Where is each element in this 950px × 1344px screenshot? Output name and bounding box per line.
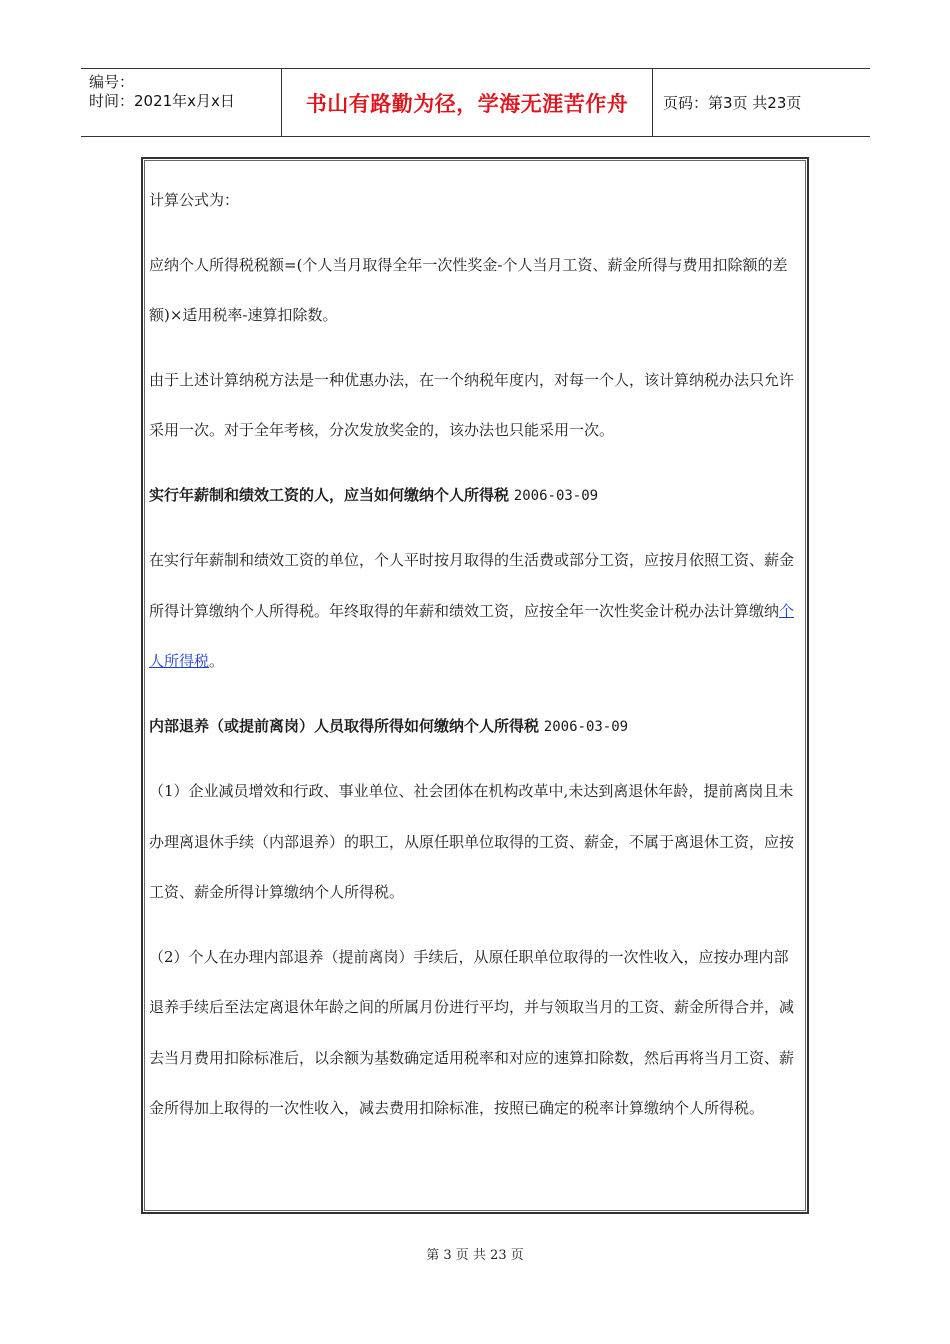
heading-title: 实行年薪制和绩效工资的人，应当如何缴纳个人所得税 bbox=[149, 485, 510, 504]
paragraph-end: 。 bbox=[209, 652, 225, 670]
paragraph-formula-intro: 计算公式为： bbox=[149, 191, 240, 209]
document-body bbox=[149, 175, 799, 1148]
paragraph-annual-salary bbox=[149, 535, 799, 687]
section-heading-annual-salary bbox=[149, 470, 799, 522]
heading-date: 2006-03-09 bbox=[543, 718, 629, 735]
header-motto: 书山有路勤为径，学海无涯苦作舟 bbox=[282, 69, 653, 136]
page-header bbox=[81, 68, 870, 137]
page-footer: 第 3 页 共 23 页 bbox=[426, 1248, 524, 1263]
content-box bbox=[141, 157, 809, 1214]
heading-title: 内部退养（或提前离岗）人员取得所得如何缴纳个人所得税 bbox=[149, 716, 540, 735]
paragraph-item-2: （2）个人在办理内部退养（提前离岗）手续后，从原任职单位取得的一次性收入，应按办理内部退养手续后至法定离退休年龄之间的所属月份进行平均，并与领取当月的工资、薪金所得合并，减去当月费用扣除标准后，以余额为基数确定适用税率和对应的速算扣除数，然后再将当月工资、薪金所得加上取得的一次性收入，减去费用扣除标准，按照已确定的税率计算缴纳个人所得税。 bbox=[149, 947, 795, 1117]
section-heading-internal-retirement bbox=[149, 701, 799, 753]
header-page-info: 页码：第3页 共23页 bbox=[663, 94, 802, 112]
income-tax-link[interactable]: 个人所得税 bbox=[149, 601, 795, 670]
paragraph-formula: 应纳个人所得税税额=(个人当月取得全年一次性奖金-个人当月工资、薪金所得与费用扣除额的差额)×适用税率-速算扣除数。 bbox=[149, 255, 788, 324]
time-label: 时间：2021年x月x日 bbox=[89, 92, 235, 110]
header-meta bbox=[81, 69, 282, 136]
paragraph-text: 在实行年薪制和绩效工资的单位，个人平时按月取得的生活费或部分工资，应按月依照工资、薪金所得计算缴纳个人所得税。年终取得的年薪和绩效工资，应按全年一次性奖金计税办法计算缴纳 bbox=[149, 551, 795, 620]
number-label: 编号： bbox=[89, 73, 135, 91]
heading-date: 2006-03-09 bbox=[513, 487, 599, 504]
paragraph-item-1: （1）企业减员增效和行政、事业单位、社会团体在机构改革中,未达到离退休年龄，提前离岗且未办理离退休手续（内部退养）的职工，从原任职单位取得的工资、薪金，不属于离退休工资，应按工资、薪金所得计算缴纳个人所得税。 bbox=[149, 782, 795, 901]
paragraph-preference-note: 由于上述计算纳税方法是一种优惠办法，在一个纳税年度内，对每一个人，该计算纳税办法只允许采用一次。对于全年考核，分次发放奖金的，该办法也只能采用一次。 bbox=[149, 370, 795, 439]
